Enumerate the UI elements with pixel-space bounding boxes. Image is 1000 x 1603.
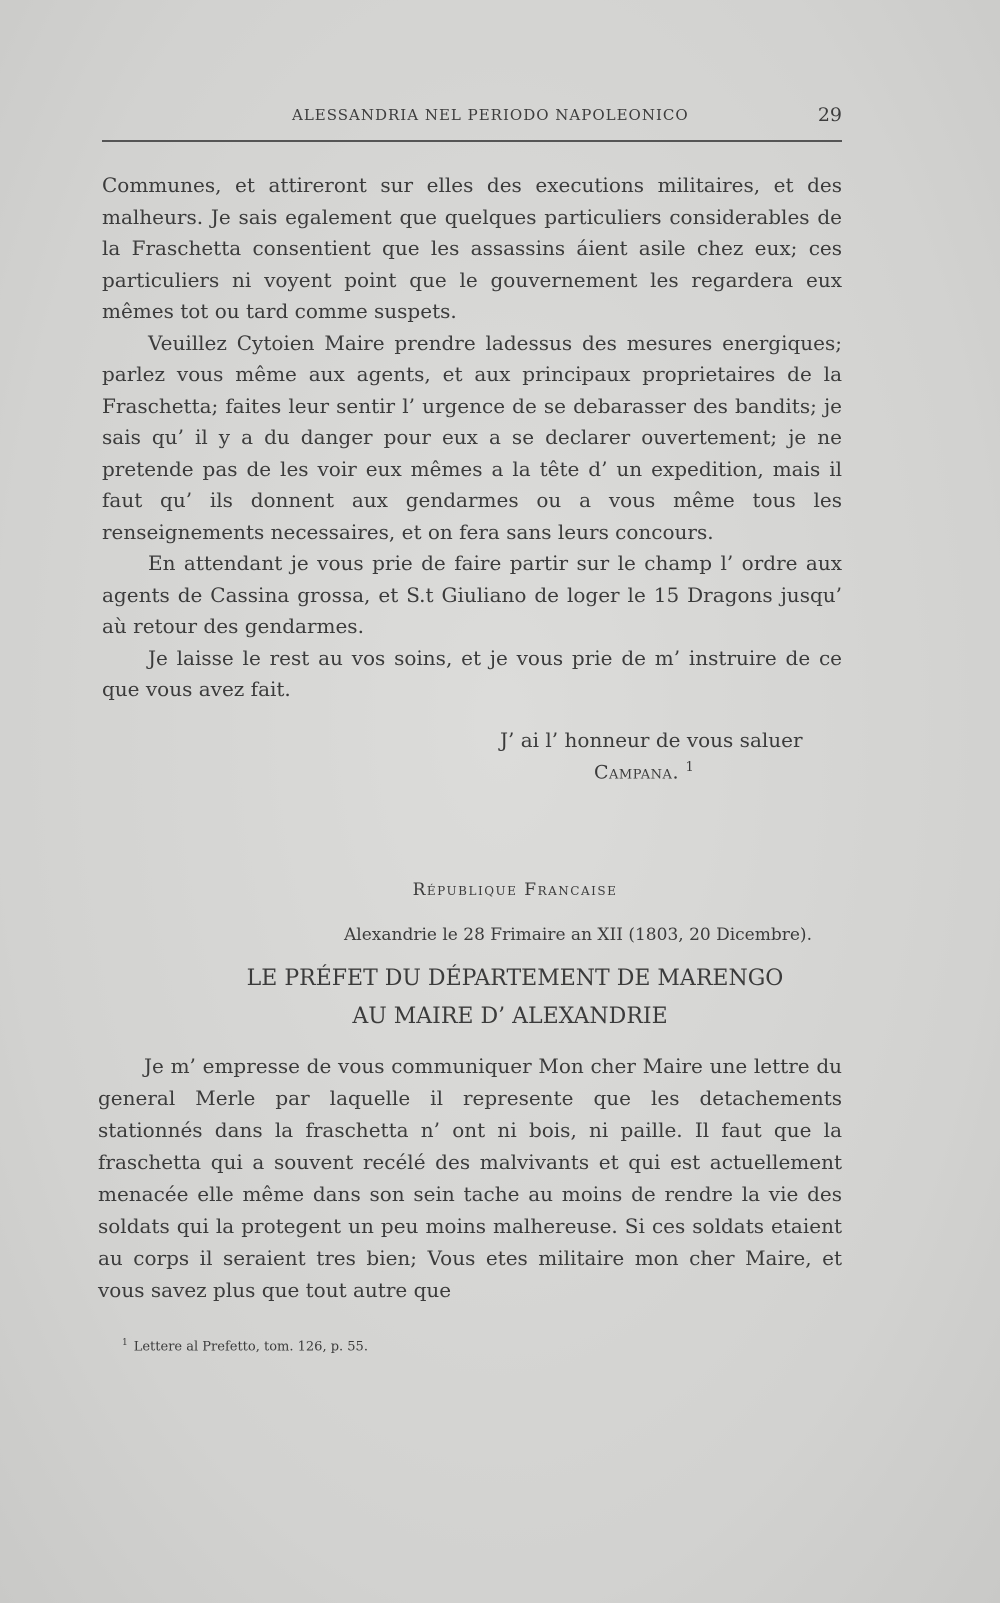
republique-heading-text: République Francaise	[412, 880, 618, 900]
signature	[594, 760, 694, 783]
second-letter-body	[98, 1050, 842, 1306]
footnote	[122, 1338, 368, 1354]
footnote-text: Lettere al Prefetto, tom. 126, p. 55.	[133, 1339, 368, 1355]
letter-title	[0, 960, 1000, 1036]
footnote-mark: 1	[122, 1338, 128, 1348]
title-line-1: LE PRÉFET DU DÉPARTEMENT DE MARENGO	[246, 966, 784, 991]
closing-salutation: J’ ai l’ honneur de vous saluer	[500, 728, 803, 752]
dateline: Alexandrie le 28 Frimaire an XII (1803, 20 Dicembre).	[344, 925, 812, 945]
header-rule	[102, 140, 842, 142]
paragraph-2: Veuillez Cytoien Maire prendre ladessus des mesures energiques; parlez vous même aux agents, et aux principaux proprietaires de la Fraschetta; faites leur sentir l’ urgence de se debarasser des bandits; je sais qu’ il y a du danger pour eux a se declarer ouvertement; je ne pretende pas de les voir eux mêmes a la tête d’ un expedition, mais il faut qu’ ils donnent aux gendarmes ou a vous même tous les renseignements necessaires, et on fera sans leurs concours.	[102, 330, 842, 544]
page-number: 29	[817, 104, 842, 126]
signature-footnote-mark: 1	[685, 760, 695, 775]
republique-heading	[0, 880, 1000, 900]
running-head	[102, 104, 842, 130]
paragraph-3: En attendant je vous prie de faire partir sur le champ l’ ordre aux agents de Cassina grossa, et S.t Giuliano de loger le 15 Dragons jusqu’ aù retour des gendarmes.	[102, 551, 842, 638]
running-title: ALESSANDRIA NEL PERIODO NAPOLEONICO	[292, 106, 689, 124]
paragraph-4: Je laisse le rest au vos soins, et je vous prie de m’ instruire de ce que vous avez fait.	[102, 645, 842, 701]
paragraph-1: Communes, et attireront sur elles des executions militaires, et des malheurs. Je sais egalement que quelques particuliers considerables de la Fraschetta consentient que les assassins áient asile chez eux; ces particuliers ni voyent point que le gouvernement les regardera eux mêmes tot ou tard comme suspets.	[102, 173, 842, 323]
signature-name: Campana.	[594, 761, 679, 784]
title-line-2: AU MAIRE D’ ALEXANDRIE	[352, 1004, 668, 1029]
second-letter-paragraph: Je m’ empresse de vous communiquer Mon cher Maire une lettre du general Merle par laquelle il represente que les detachements stationnés dans la fraschetta n’ ont ni bois, ni paille. Il faut que la fraschetta qui a souvent recélé des malvivants et qui est actuellement menacée elle même dans son sein tache au moins de rendre la vie des soldats qui la protegent un peu moins malhereuse. Si ces soldats etaient au corps il seraient tres bien; Vous etes militaire mon cher Maire, et vous savez plus que tout autre que	[98, 1054, 842, 1302]
letter-continuation	[102, 170, 842, 706]
